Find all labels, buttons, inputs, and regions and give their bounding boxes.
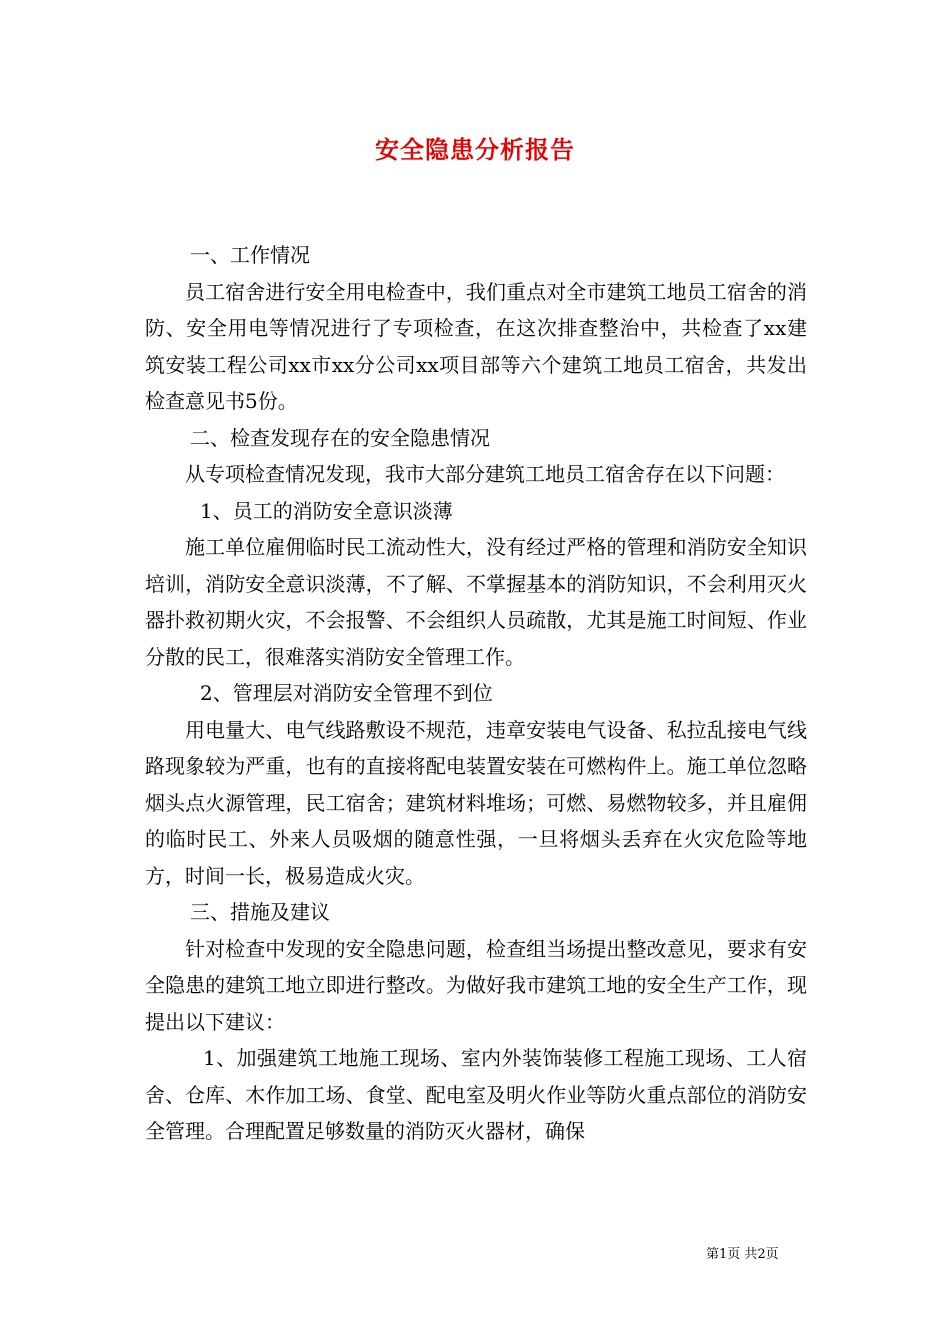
paragraph-measures-intro: 针对检查中发现的安全隐患问题，检查组当场提出整改意见，要求有安全隐患的建筑工地立即进行整改。为做好我市建筑工地的安全生产工作，现提出以下建议：	[145, 936, 807, 1034]
paragraph-measure-item-1: 1、加强建筑工地施工现场、室内外装饰装修工程施工现场、工人宿舍、仓库、木作加工场、食堂、配电室及明火作业等防火重点部位的消防安全管理。合理配置足够数量的消防灭火器材，确保	[145, 1046, 807, 1143]
paragraph-fire-awareness: 施工单位雇佣临时民工流动性大，没有经过严格的管理和消防安全知识培训，消防安全意识淡薄，不了解、不掌握基本的消防知识，不会利用灭火器扑救初期火灾，不会报警、不会组织人员疏散，尤其是施工时间短、作业分散的民工，很难落实消防安全管理工作。	[145, 535, 807, 669]
paragraph-hazards-intro: 从专项检查情况发现，我市大部分建筑工地员工宿舍存在以下问题：	[185, 462, 785, 486]
document-body	[145, 237, 807, 1150]
page-number-footer: 第1页 共2页	[706, 1247, 779, 1262]
paragraph-inspection-summary: 员工宿舍进行安全用电检查中，我们重点对全市建筑工地员工宿舍的消防、安全用电等情况进行了专项检查，在这次排查整治中，共检查了xx建筑安装工程公司xx市xx分公司xx项目部等六个建筑工地员工宿舍，共发出检查意见书5份。	[145, 279, 807, 413]
subheading-management: 2、管理层对消防安全管理不到位	[200, 681, 493, 705]
section-heading-work-status: 一、工作情况	[190, 243, 310, 267]
section-heading-measures: 三、措施及建议	[190, 900, 330, 924]
document-title: 安全隐患分析报告	[375, 135, 575, 164]
paragraph-management: 用电量大、电气线路敷设不规范，违章安装电气设备、私拉乱接电气线路现象较为严重，也有的直接将配电装置安装在可燃构件上。施工单位忽略烟头点火源管理，民工宿舍；建筑材料堆场；可燃、易燃物较多，并且雇佣的临时民工、外来人员吸烟的随意性强，一旦将烟头丢弃在火灾危险等地方，时间一长，极易造成火灾。	[145, 717, 807, 888]
section-heading-hazards: 二、检查发现存在的安全隐患情况	[190, 425, 490, 450]
subheading-fire-awareness: 1、员工的消防安全意识淡薄	[200, 498, 453, 523]
